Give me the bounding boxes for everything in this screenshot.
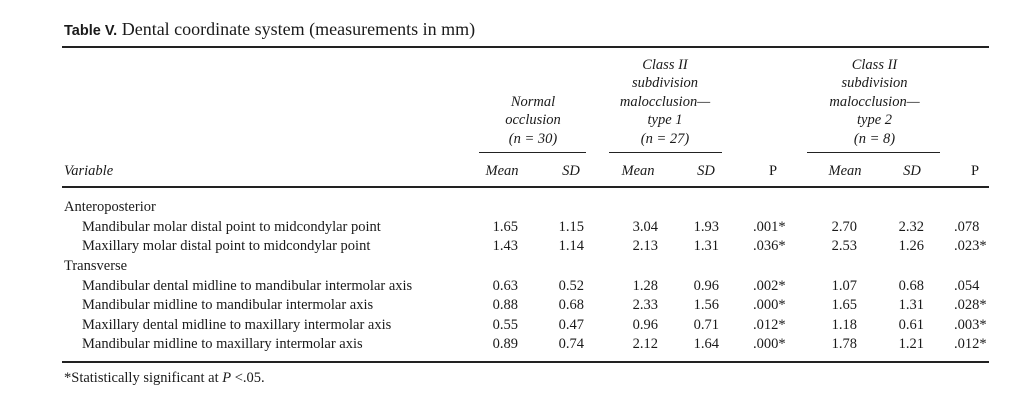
cell-value: 0.68 xyxy=(558,297,584,313)
group-underline-type1 xyxy=(609,152,722,153)
group-header-class2-type2: Class II subdivision malocclusion— type 2 (n = 8) xyxy=(829,57,920,147)
cell-value: .036* xyxy=(753,238,786,254)
group-underline-type2 xyxy=(807,152,940,153)
section-heading-transverse: Transverse xyxy=(64,258,128,274)
cell-value: 0.63 xyxy=(492,278,518,294)
cell-value: 0.71 xyxy=(693,317,719,333)
cell-value: 2.32 xyxy=(898,219,924,235)
row-variable: Maxillary dental midline to maxillary intermolar axis xyxy=(82,317,392,333)
row-variable: Mandibular dental midline to mandibular intermolar axis xyxy=(82,278,413,294)
cell-value: 1.93 xyxy=(693,219,719,235)
cell-value: 0.52 xyxy=(558,278,584,294)
cell-value: .000* xyxy=(753,297,786,313)
cell-value: 0.89 xyxy=(492,336,518,352)
group-header-normal-occlusion: Normal occlusion (n = 30) xyxy=(505,94,561,147)
cell-value: 2.53 xyxy=(831,238,857,254)
cell-value: 1.15 xyxy=(558,219,584,235)
cell-value: 0.61 xyxy=(898,317,924,333)
column-header-sd: SD xyxy=(562,163,580,179)
cell-value: 0.55 xyxy=(492,317,518,333)
cell-value: 1.31 xyxy=(693,238,719,254)
cell-value: 2.33 xyxy=(632,297,658,313)
cell-value: 0.88 xyxy=(492,297,518,313)
cell-value: .003* xyxy=(954,317,987,333)
top-rule xyxy=(62,46,989,48)
cell-value: .012* xyxy=(954,336,987,352)
cell-value: .001* xyxy=(753,219,786,235)
row-variable: Mandibular midline to mandibular intermolar axis xyxy=(82,297,374,313)
table-footnote: *Statistically significant at P <.05. xyxy=(64,370,265,386)
cell-value: 1.07 xyxy=(831,278,857,294)
cell-value: 1.43 xyxy=(492,238,518,254)
cell-value: .002* xyxy=(753,278,786,294)
column-header-mean: Mean xyxy=(828,163,862,179)
column-header-sd: SD xyxy=(697,163,715,179)
cell-value: .000* xyxy=(753,336,786,352)
cell-value: .028* xyxy=(954,297,987,313)
cell-value: 1.21 xyxy=(898,336,924,352)
row-variable: Mandibular molar distal point to midcondylar point xyxy=(82,219,381,235)
cell-value: 0.96 xyxy=(693,278,719,294)
column-header-variable: Variable xyxy=(64,163,114,179)
cell-value: 1.64 xyxy=(693,336,719,352)
row-variable: Mandibular midline to maxillary intermolar axis xyxy=(82,336,363,352)
row-variable: Maxillary molar distal point to midcondylar point xyxy=(82,238,371,254)
cell-value: 1.18 xyxy=(831,317,857,333)
column-header-sd: SD xyxy=(903,163,921,179)
cell-value: 1.65 xyxy=(492,219,518,235)
cell-value: 0.68 xyxy=(898,278,924,294)
cell-value: 1.65 xyxy=(831,297,857,313)
cell-value: 2.12 xyxy=(632,336,658,352)
group-header-class2-type1: Class II subdivision malocclusion— type 1 (n = 27) xyxy=(619,57,711,147)
cell-value: 2.13 xyxy=(632,238,658,254)
bottom-rule xyxy=(62,361,989,363)
column-header-mean: Mean xyxy=(485,163,519,179)
table-title: Dental coordinate system (measurements in mm) xyxy=(121,19,476,39)
table-label: Table V. xyxy=(64,23,118,39)
group-underline-normal xyxy=(479,152,586,153)
cell-value: .054 xyxy=(954,278,980,294)
cell-value: .012* xyxy=(753,317,786,333)
cell-value: 1.26 xyxy=(898,238,924,254)
column-header-p: P xyxy=(768,163,778,179)
cell-value: 1.28 xyxy=(632,278,658,294)
cell-value: 0.47 xyxy=(558,317,584,333)
cell-value: 1.56 xyxy=(693,297,719,313)
cell-value: 1.14 xyxy=(558,238,584,254)
cell-value: 0.74 xyxy=(558,336,584,352)
header-rule xyxy=(62,186,989,188)
table-caption xyxy=(64,19,475,40)
cell-value: 1.31 xyxy=(898,297,924,313)
cell-value: 0.96 xyxy=(632,317,658,333)
cell-value: .023* xyxy=(954,238,987,254)
column-header-mean: Mean xyxy=(621,163,655,179)
cell-value: 2.70 xyxy=(831,219,857,235)
column-header-p: P xyxy=(970,163,980,179)
cell-value: .078 xyxy=(954,219,980,235)
cell-value: 3.04 xyxy=(632,219,658,235)
section-heading-anteroposterior: Anteroposterior xyxy=(64,199,156,215)
cell-value: 1.78 xyxy=(831,336,857,352)
